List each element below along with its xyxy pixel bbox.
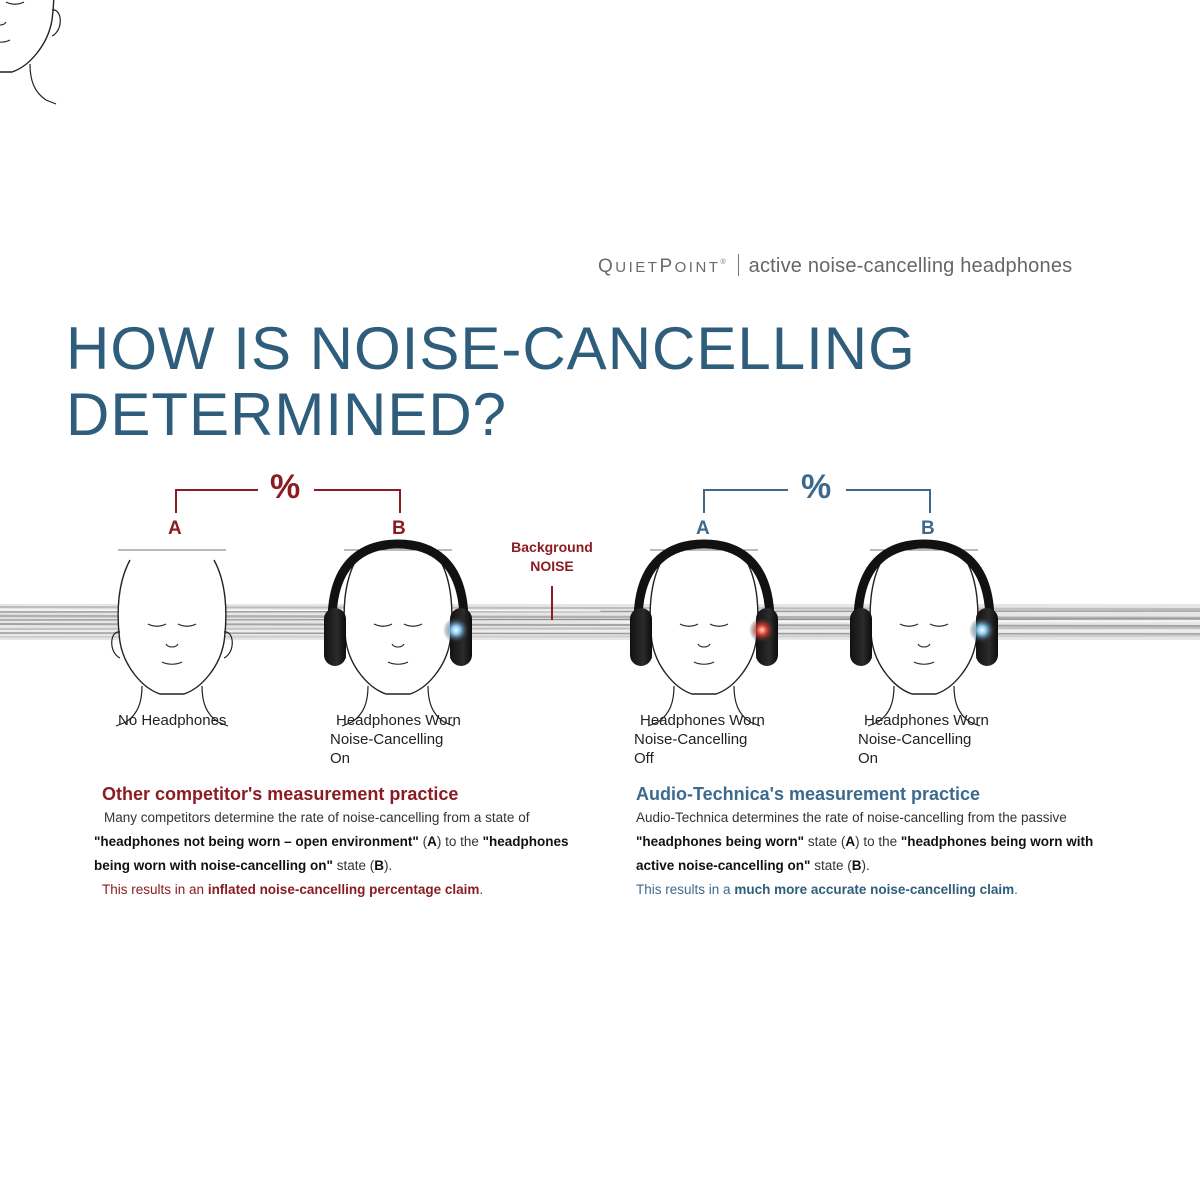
background-noise-line-2: NOISE (530, 558, 574, 574)
at-bold-a: A (845, 834, 856, 849)
caption-right-b-line-1: Headphones Worn (864, 712, 989, 729)
at-result-text: This results in a (636, 882, 731, 897)
audio-technica-heading: Audio-Technica's measurement practice (636, 784, 981, 804)
caption-right-a-line-3: Off (634, 750, 654, 767)
left-label-b: B (392, 518, 406, 539)
header-tagline: active noise-cancelling headphones (748, 255, 1073, 277)
right-percent-label: % (801, 468, 832, 506)
at-result (636, 878, 1096, 902)
at-text-4: state ( (814, 858, 852, 873)
competitor-bold-a: A (427, 834, 437, 849)
competitor-text-4: state ( (336, 858, 375, 873)
competitor-result-end: . (479, 882, 484, 897)
at-text-1: Audio-Technica determines the rate of noise-cancelling from the passive (636, 810, 1067, 825)
title-line-1: HOW IS NOISE-CANCELLING (66, 315, 916, 382)
nc-off-light-icon (749, 617, 775, 643)
head-no-headphones (112, 550, 233, 726)
left-label-a: A (168, 518, 182, 539)
caption-right-b (858, 711, 989, 768)
nc-on-light-icon (443, 617, 469, 643)
left-percent-label: % (270, 468, 301, 506)
competitor-heading: Other competitor's measurement practice (102, 784, 459, 804)
caption-right-b-line-3: On (858, 750, 879, 767)
competitor-text-1: Many competitors determine the rate of noise-cancelling from a state of (104, 810, 530, 825)
competitor-text-2: ( (422, 834, 428, 849)
background-noise-line-1: Background (511, 539, 593, 555)
competitor-result-bold: inflated noise-cancelling percentage claim (207, 882, 480, 897)
nc-on-light-icon (969, 617, 995, 643)
at-text-5: ). (861, 858, 870, 873)
at-bold-2: "headphones being worn with active noise-cancelling on" (636, 834, 1094, 873)
caption-right-a-line-2: Noise-Cancelling (634, 731, 748, 748)
caption-left-b-line-1: Headphones Worn (336, 712, 461, 729)
brand-logo: QUIETPOINT® (598, 256, 726, 277)
caption-right-a-line-1: Headphones Worn (640, 712, 765, 729)
competitor-text-5: ). (383, 858, 393, 873)
caption-left-b-line-2: Noise-Cancelling (330, 731, 444, 748)
caption-left-b (330, 711, 461, 768)
head-headphones-nc-on-2 (850, 544, 998, 726)
competitor-result-text: This results in an (102, 882, 205, 897)
competitor-bold-2: "headphones being worn with noise-cancelling on" (94, 834, 569, 873)
right-label-a: A (696, 518, 710, 539)
at-result-end: . (1014, 882, 1018, 897)
caption-right-b-line-2: Noise-Cancelling (858, 731, 972, 748)
head-template (0, 0, 60, 104)
head-headphones-nc-off (630, 544, 778, 726)
head-headphones-nc-on (324, 544, 472, 726)
at-result-bold: much more accurate noise-cancelling claim (734, 882, 1015, 897)
competitor-bold-b: B (374, 858, 384, 873)
background-noise-label (500, 538, 604, 576)
caption-no-headphones: No Headphones (118, 712, 227, 729)
title-line-2: DETERMINED? (66, 381, 508, 448)
at-text-3: ) to the (855, 834, 898, 849)
at-bold-1: "headphones being worn" (636, 834, 805, 849)
right-label-b: B (921, 518, 935, 539)
at-bold-b: B (851, 858, 862, 873)
competitor-result (94, 878, 594, 902)
at-text-2: state ( (807, 834, 846, 849)
caption-left-b-line-3: On (330, 750, 351, 767)
audio-technica-description (636, 806, 1096, 902)
competitor-bold-1: "headphones not being worn – open environment" (94, 834, 419, 849)
competitor-description (94, 806, 594, 902)
competitor-text-3: ) to the (436, 834, 479, 849)
caption-right-a (634, 711, 765, 768)
